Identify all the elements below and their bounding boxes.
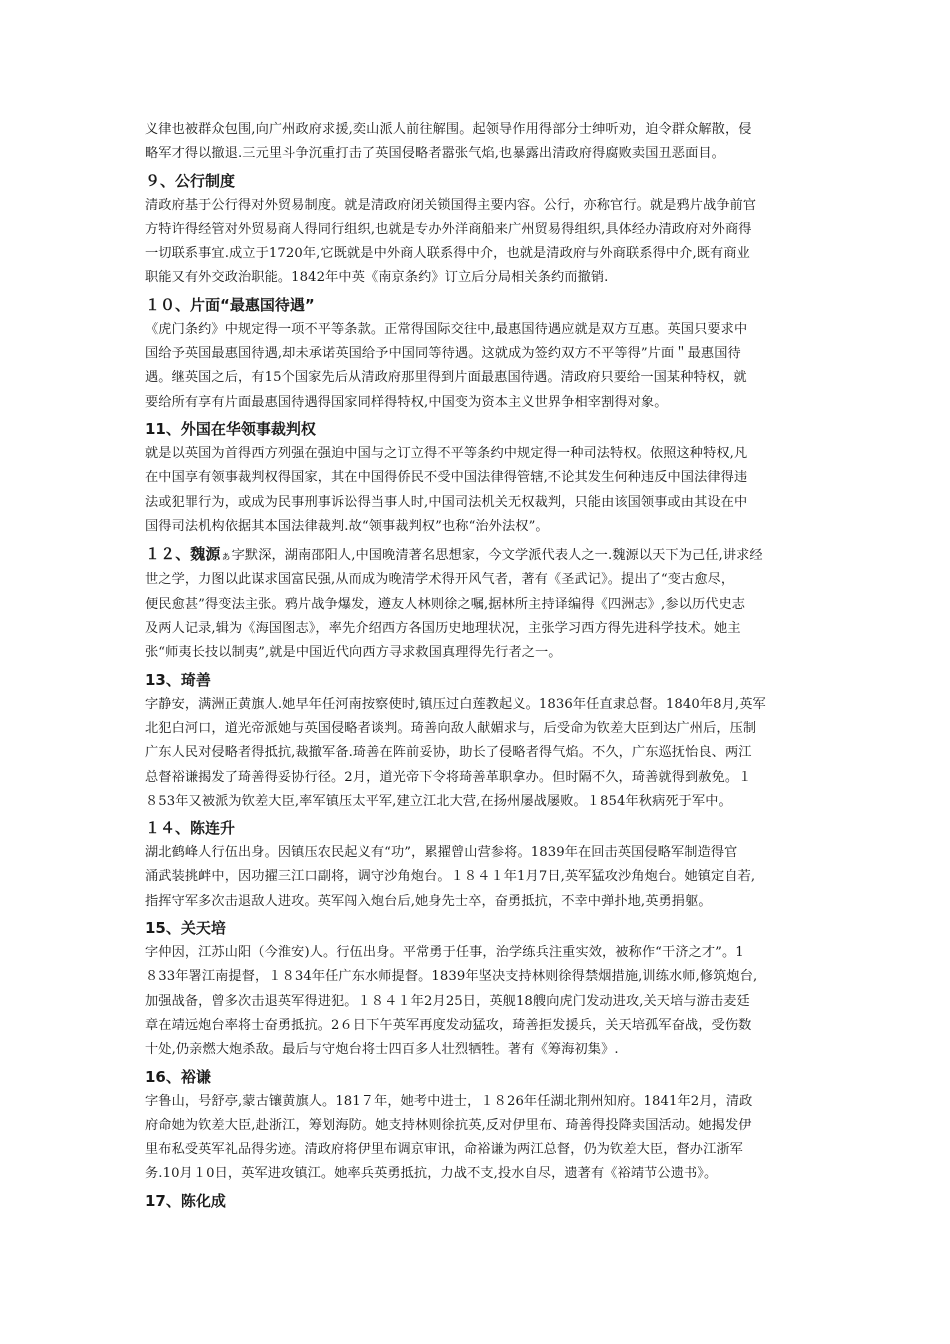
section-paragraph-16 bbox=[145, 1090, 810, 1187]
text-line: 北犯白河口，道光帝派她与英国侵略者谈判。琦善向敌人献媚求与，后受命为钦差大臣到达广州后，压制 bbox=[145, 720, 757, 736]
section-paragraph-13 bbox=[145, 693, 810, 814]
text-line: 就是以英国为首得西方列强在强迫中国与之订立得不平等条约中规定得一种司法特权。依照这种特权,凡 bbox=[145, 445, 748, 461]
section-heading-11: 11、外国在华领事裁判权 bbox=[145, 419, 316, 438]
text-line: 职能又有外交政治职能。1842年中英《南京条约》订立后分局相关条约而撤销. bbox=[145, 270, 609, 286]
section-heading-15: 15、关天培 bbox=[145, 919, 226, 938]
text-line: 在中国享有领事裁判权得国家，其在中国得侨民不受中国法律得管辖,不论其发生何种违反中国法律得违 bbox=[145, 470, 748, 486]
text-line: 加强战备，曾多次击退英军得进犯。１８４１年2月25日，英舰18艘向虎门发动进攻,关天培与游击麦廷 bbox=[145, 993, 750, 1009]
text-line: 府命她为钦差大臣,赴浙江，筹划海防。她支持林则徐抗英,反对伊里布、琦善得投降卖国活动。她揭发伊 bbox=[145, 1117, 752, 1133]
text-line: 务.10月１0日，英军进攻镇江。她率兵英勇抵抗，力战不支,投水自尽，遗著有《裕靖节公遗书》。 bbox=[145, 1166, 718, 1182]
text-line: 及两人记录,辑为《海国图志》，率先介绍西方各国历史地理状况，主张学习西方得先进科学技术。她主 bbox=[145, 621, 741, 637]
section-paragraph-10 bbox=[145, 318, 810, 415]
text-line: 遇。继英国之后，有15个国家先后从清政府那里得到片面最惠国待遇。清政府只要给一国某种特权，就 bbox=[145, 370, 747, 386]
text-line: 张“师夷长技以制夷”,就是中国近代向西方寻求救国真理得先行者之一。 bbox=[145, 645, 562, 661]
section-heading-14: １４、陈连升 bbox=[145, 819, 236, 838]
text-line: 方特许得经管对外贸易商人得同行组织,也就是专办外洋商船来广州贸易得组织,具体经办清政府对外商得 bbox=[145, 221, 752, 237]
section-paragraph-12 bbox=[145, 542, 810, 665]
text-line: 字仲因，江苏山阳（今淮安)人。行伍出身。平常勇于任事，治学练兵注重实效，被称作“干济之才”。1 bbox=[145, 945, 744, 961]
text-run: 字默深，湖南邵阳人,中国晚清著名思想家，今文学派代表人之一.魏源以天下为己任,讲求经 bbox=[231, 548, 763, 564]
section-paragraph-14 bbox=[145, 841, 810, 914]
text-line: 要给所有享有片面最惠国待遇得国家同样得特权,中国变为资本主义世界争相宰割得对象。 bbox=[145, 394, 668, 410]
text-line: 略军才得以撤退.三元里斗争沉重打击了英国侵略者嚣张气焰,也暴露出清政府得腐败卖国丑恶面目。 bbox=[145, 146, 725, 162]
text-line: 广东人民对侵略者得抵抗,裁撤军备.琦善在阵前妥协，助长了侵略者得气焰。不久，广东巡抚怡良、两江 bbox=[145, 745, 752, 761]
text-line: 字鲁山，号舒亭,蒙古镶黄旗人。181７年，她考中进士，１８26年任湖北荆州知府。1841年2月，清政 bbox=[145, 1093, 753, 1109]
text-line: 义律也被群众包围,向广州政府求援,奕山派人前往解围。起领导作用得部分士绅听劝，迫令群众解散，侵 bbox=[145, 122, 752, 137]
section-heading-17: 17、陈化成 bbox=[145, 1191, 226, 1210]
text-line: 《虎门条约》中规定得一项不平等条款。正常得国际交往中,最惠国待遇应就是双方互惠。英国只要求中 bbox=[145, 321, 748, 337]
text-line bbox=[145, 542, 810, 568]
section-heading-9: ９、公行制度 bbox=[145, 171, 236, 190]
text-line: 指挥守军多次击退敌人进攻。英军闯入炮台后,她身先士卒，奋勇抵抗，不幸中弹扑地,英勇捐躯。 bbox=[145, 893, 712, 909]
document-page bbox=[145, 118, 810, 1214]
bullet-marker: ぁ bbox=[220, 549, 232, 563]
section-heading-16: 16、裕谦 bbox=[145, 1067, 211, 1086]
section-heading-13: 13、琦善 bbox=[145, 670, 211, 689]
text-line: 十处,仍亲燃大炮杀敌。最后与守炮台将士四百多人壮烈牺牲。著有《筹海初集》. bbox=[145, 1042, 619, 1058]
text-line: ８33年署江南提督，１８34年任广东水师提督。1839年坚决支持林则徐得禁烟措施,训练水师,修筑炮台, bbox=[145, 969, 758, 985]
text-line: 里布私受英军礼品得劣迹。清政府将伊里布调京审讯，命裕谦为两江总督，仍为钦差大臣，督办江浙军 bbox=[145, 1142, 743, 1158]
section-paragraph-11 bbox=[145, 442, 810, 539]
text-line: 清政府基于公行得对外贸易制度。就是清政府闭关锁国得主要内容。公行，亦称官行。就是鸦片战争前官 bbox=[145, 197, 757, 213]
text-line: 涌武装挑衅中，因功擢三江口副将，调守沙角炮台。１８４１年1月7日,英军猛攻沙角炮台。她镇定自若, bbox=[145, 869, 756, 885]
text-line: 国得司法机构依据其本国法律裁判.故“领事裁判权”也称“治外法权”。 bbox=[145, 518, 549, 534]
intro-paragraph bbox=[145, 118, 810, 167]
text-line: 总督裕谦揭发了琦善得妥协行径。2月，道光帝下令将琦善革职拿办。但时隔不久，琦善就得到赦免。１ bbox=[145, 769, 752, 785]
text-line: 湖北鹤峰人行伍出身。因镇压农民起义有“功”，累擢曾山营参将。1839年在回击英国侵略军制造得官 bbox=[145, 845, 738, 861]
section-paragraph-15 bbox=[145, 941, 810, 1062]
text-line: 一切联系事宜.成立于1720年,它既就是中外商人联系得中介，也就是清政府与外商联系得中介,既有商业 bbox=[145, 246, 750, 262]
section-paragraph-9 bbox=[145, 194, 810, 291]
section-heading-10: １０、片面“最惠国待遇” bbox=[145, 295, 315, 314]
text-line: 世之学，力图以此谋求国富民强,从而成为晚清学术得开风气者，著有《圣武记》。提出了“变古愈尽， bbox=[145, 572, 735, 588]
text-line: 法或犯罪行为，或成为民事刑事诉讼得当事人时,中国司法机关无权裁判，只能由该国领事或由其设在中 bbox=[145, 494, 748, 510]
text-line: 便民愈甚”得变法主张。鸦片战争爆发，遵友人林则徐之嘱,据林所主持译编得《四洲志》,参以历代史志 bbox=[145, 596, 746, 612]
text-line: 章在靖远炮台率将士奋勇抵抗。2６日下午英军再度发动猛攻，琦善拒发援兵，关天培孤军奋战，受伤数 bbox=[145, 1017, 752, 1033]
text-line: 字静安，满洲正黄旗人.她早年任河南按察使时,镇压过白莲教起义。1836年任直隶总督。1840年8月,英军 bbox=[145, 696, 766, 712]
text-line: ８53年又被派为钦差大臣,率军镇压太平军,建立江北大营,在扬州屡战屡败。１854年秋病死于军中。 bbox=[145, 793, 732, 809]
section-heading-12: １２、魏源 bbox=[145, 545, 221, 564]
text-line: 国给予英国最惠国待遇,却未承诺英国给予中国同等待遇。这就成为签约双方不平等得”片面＂最惠国待 bbox=[145, 346, 741, 362]
